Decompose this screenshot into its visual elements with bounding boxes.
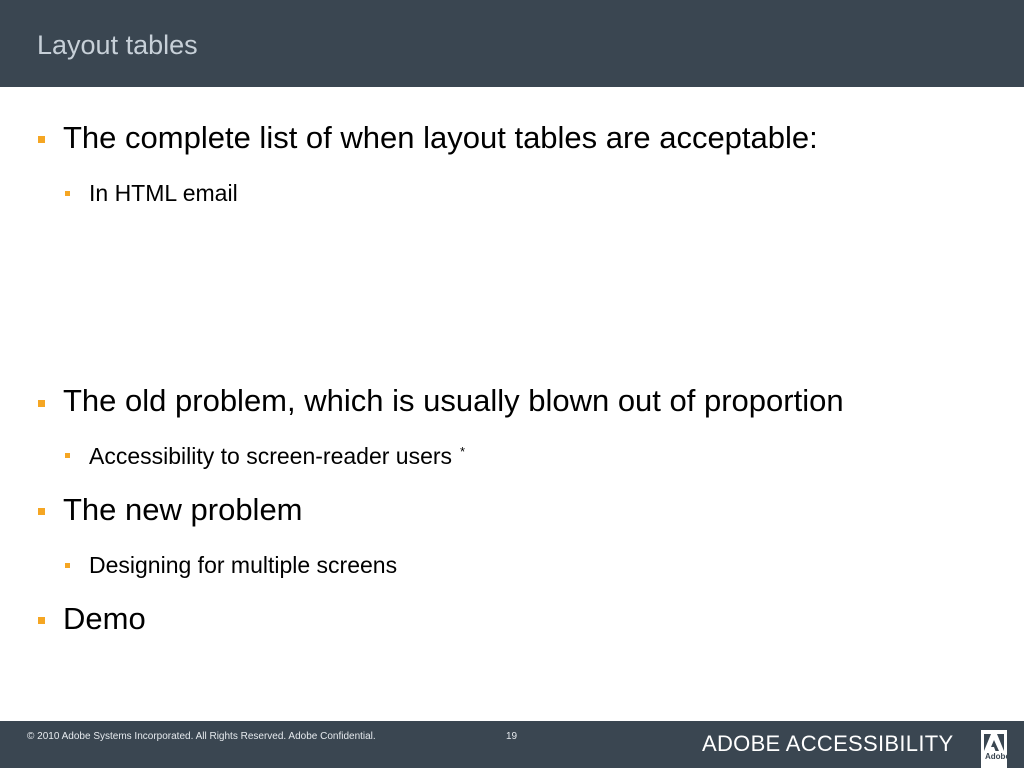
bullet-item: The new problem [63, 492, 303, 527]
square-bullet-icon [65, 191, 70, 196]
brand-name: ADOBE ACCESSIBILITY [702, 731, 954, 756]
square-bullet-icon [65, 453, 70, 458]
page-number: 19 [506, 731, 518, 742]
footnote-marker: * [460, 444, 466, 459]
square-bullet-icon [38, 136, 45, 143]
square-bullet-icon [65, 563, 70, 568]
copyright-notice: © 2010 Adobe Systems Incorporated. All Rights Reserved. Adobe Confidential. [27, 731, 376, 742]
adobe-logo-icon [981, 730, 1007, 768]
bullet-item: The old problem, which is usually blown out of proportion [63, 383, 844, 418]
logo-wordmark: Adobe [985, 752, 1010, 761]
sub-bullet-item [89, 442, 465, 470]
sub-bullet-item: In HTML email [89, 180, 238, 206]
slide-footer [0, 721, 1024, 768]
slide-header [0, 0, 1024, 87]
bullet-item: The complete list of when layout tables are acceptable: [63, 120, 818, 155]
square-bullet-icon [38, 508, 45, 515]
slide-title: Layout tables [37, 30, 198, 60]
square-bullet-icon [38, 617, 45, 624]
sub-bullet-item: Designing for multiple screens [89, 552, 398, 578]
bullet-item: Demo [63, 601, 146, 636]
sub-bullet-text: Accessibility to screen-reader users [89, 443, 453, 469]
square-bullet-icon [38, 400, 45, 407]
